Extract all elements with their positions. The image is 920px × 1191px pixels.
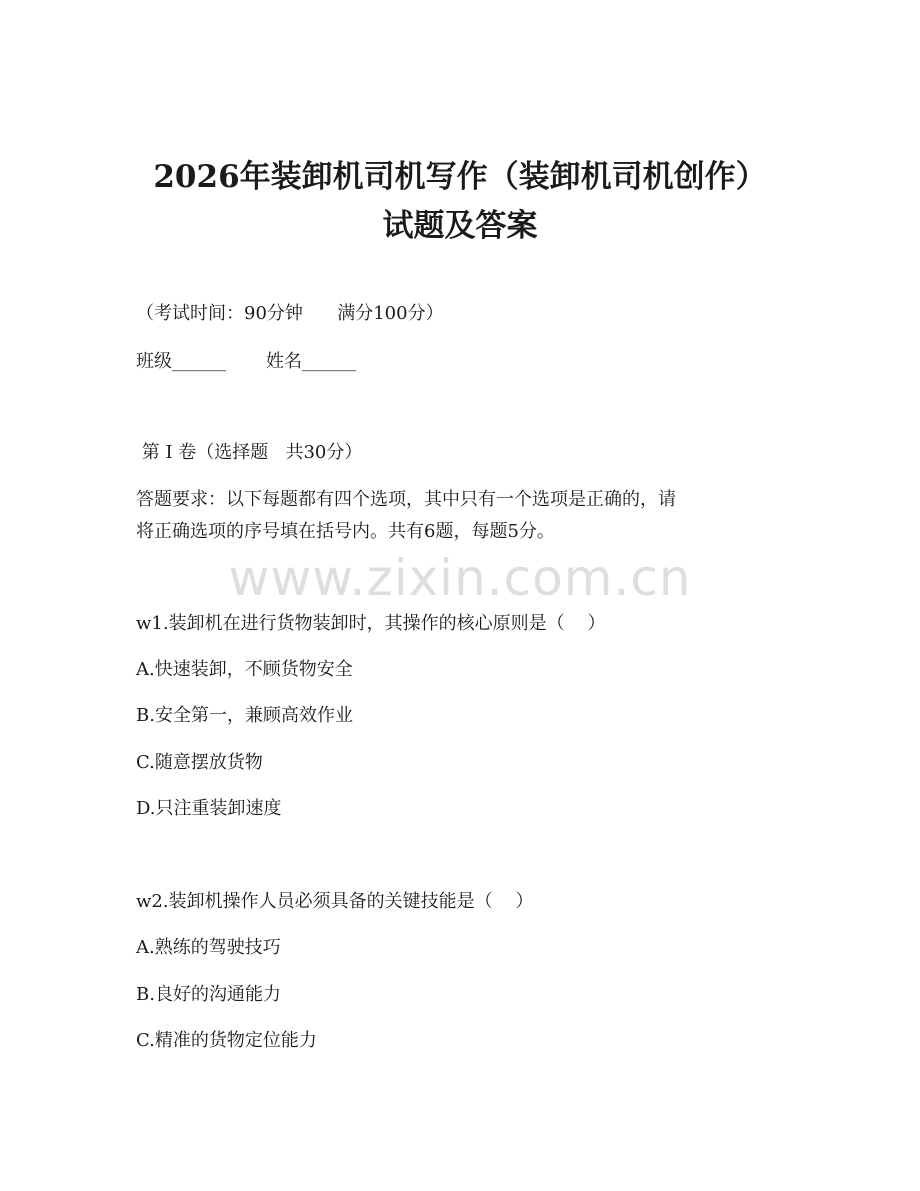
question-2-option-c: C.精准的货物定位能力 — [136, 1030, 317, 1051]
class-name-fields: 班级______ 姓名______ — [136, 351, 357, 372]
section-heading: 第 I 卷（选择题 共30分） — [136, 442, 363, 463]
question-2-stem: w2.装卸机操作人员必须具备的关键技能是（ ） — [136, 891, 534, 912]
question-2-option-a: A.熟练的驾驶技巧 — [136, 937, 281, 958]
question-2-option-b: B.良好的沟通能力 — [136, 984, 281, 1005]
exam-info: （考试时间：90分钟 满分100分） — [136, 303, 444, 324]
question-1-option-b: B.安全第一，兼顾高效作业 — [136, 705, 353, 726]
watermark: www.zixin.com.cn — [228, 549, 692, 607]
document-title-line-1: 2026年装卸机司机写作（装卸机司机创作） — [153, 159, 767, 195]
question-1-stem: w1.装卸机在进行货物装卸时，其操作的核心原则是（ ） — [136, 613, 606, 634]
instructions-line-1: 答题要求：以下每题都有四个选项，其中只有一个选项是正确的，请 — [136, 489, 676, 510]
document-title-line-2: 试题及答案 — [382, 208, 538, 244]
question-1-option-d: D.只注重装卸速度 — [136, 798, 282, 819]
question-1-option-c: C.随意摆放货物 — [136, 752, 263, 773]
instructions-line-2: 将正确选项的序号填在括号内。共有6题，每题5分。 — [136, 521, 555, 542]
question-1-option-a: A.快速装卸，不顾货物安全 — [136, 659, 353, 680]
